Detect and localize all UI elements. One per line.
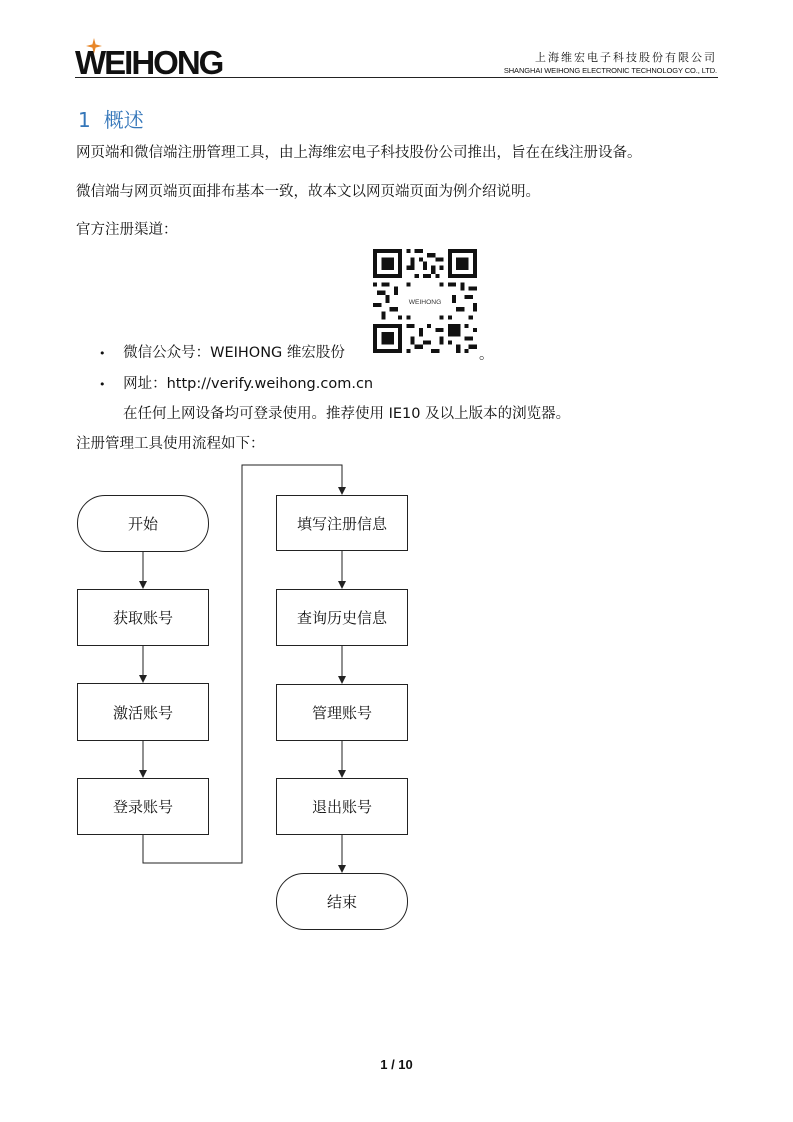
qr-center-logo-text: WEIHONG	[408, 298, 442, 306]
website-link[interactable]: 网址：http://verify.weihong.com.cn	[123, 376, 374, 392]
flow-login-account: 登录账号	[77, 778, 209, 835]
flow-start: 开始	[77, 495, 209, 552]
flow-end: 结束	[276, 873, 408, 930]
flow-manage-account: 管理账号	[276, 684, 408, 741]
flow-activate-account: 激活账号	[77, 683, 209, 741]
browser-note: 在任何上网设备均可登录使用。推荐使用 IE10 及以上版本的浏览器。	[123, 406, 571, 422]
bullet-wechat-text: 微信公众号：WEIHONG 维宏股份	[123, 345, 345, 361]
company-name-en: SHANGHAI WEIHONG ELECTRONIC TECHNOLOGY CO., LTD.	[503, 66, 717, 75]
company-name-cn: 上海维宏电子科技股份有限公司	[535, 51, 717, 64]
bullet-dot: •	[99, 378, 106, 391]
flow-intro: 注册管理工具使用流程如下：	[76, 436, 265, 452]
logo-text: WEIHONG	[75, 44, 223, 81]
bullet-dot: •	[99, 347, 106, 360]
flow-query-history: 查询历史信息	[276, 589, 408, 646]
bullet-wechat-suffix: 。	[479, 347, 494, 363]
page-number: 1 / 10	[380, 1057, 413, 1072]
channels-label: 官方注册渠道：	[76, 222, 178, 238]
section-number: 1	[78, 108, 91, 132]
flow-logout-account: 退出账号	[276, 778, 408, 835]
flow-fill-registration: 填写注册信息	[276, 495, 408, 551]
intro-paragraph: 网页端和微信端注册管理工具，由上海维宏电子科技股份公司推出，旨在在线注册设备。	[76, 145, 642, 161]
flow-get-account: 获取账号	[77, 589, 209, 646]
layout-paragraph: 微信端与网页端页面排布基本一致，故本文以网页端页面为例介绍说明。	[76, 184, 540, 200]
section-title: 概述	[103, 108, 144, 132]
